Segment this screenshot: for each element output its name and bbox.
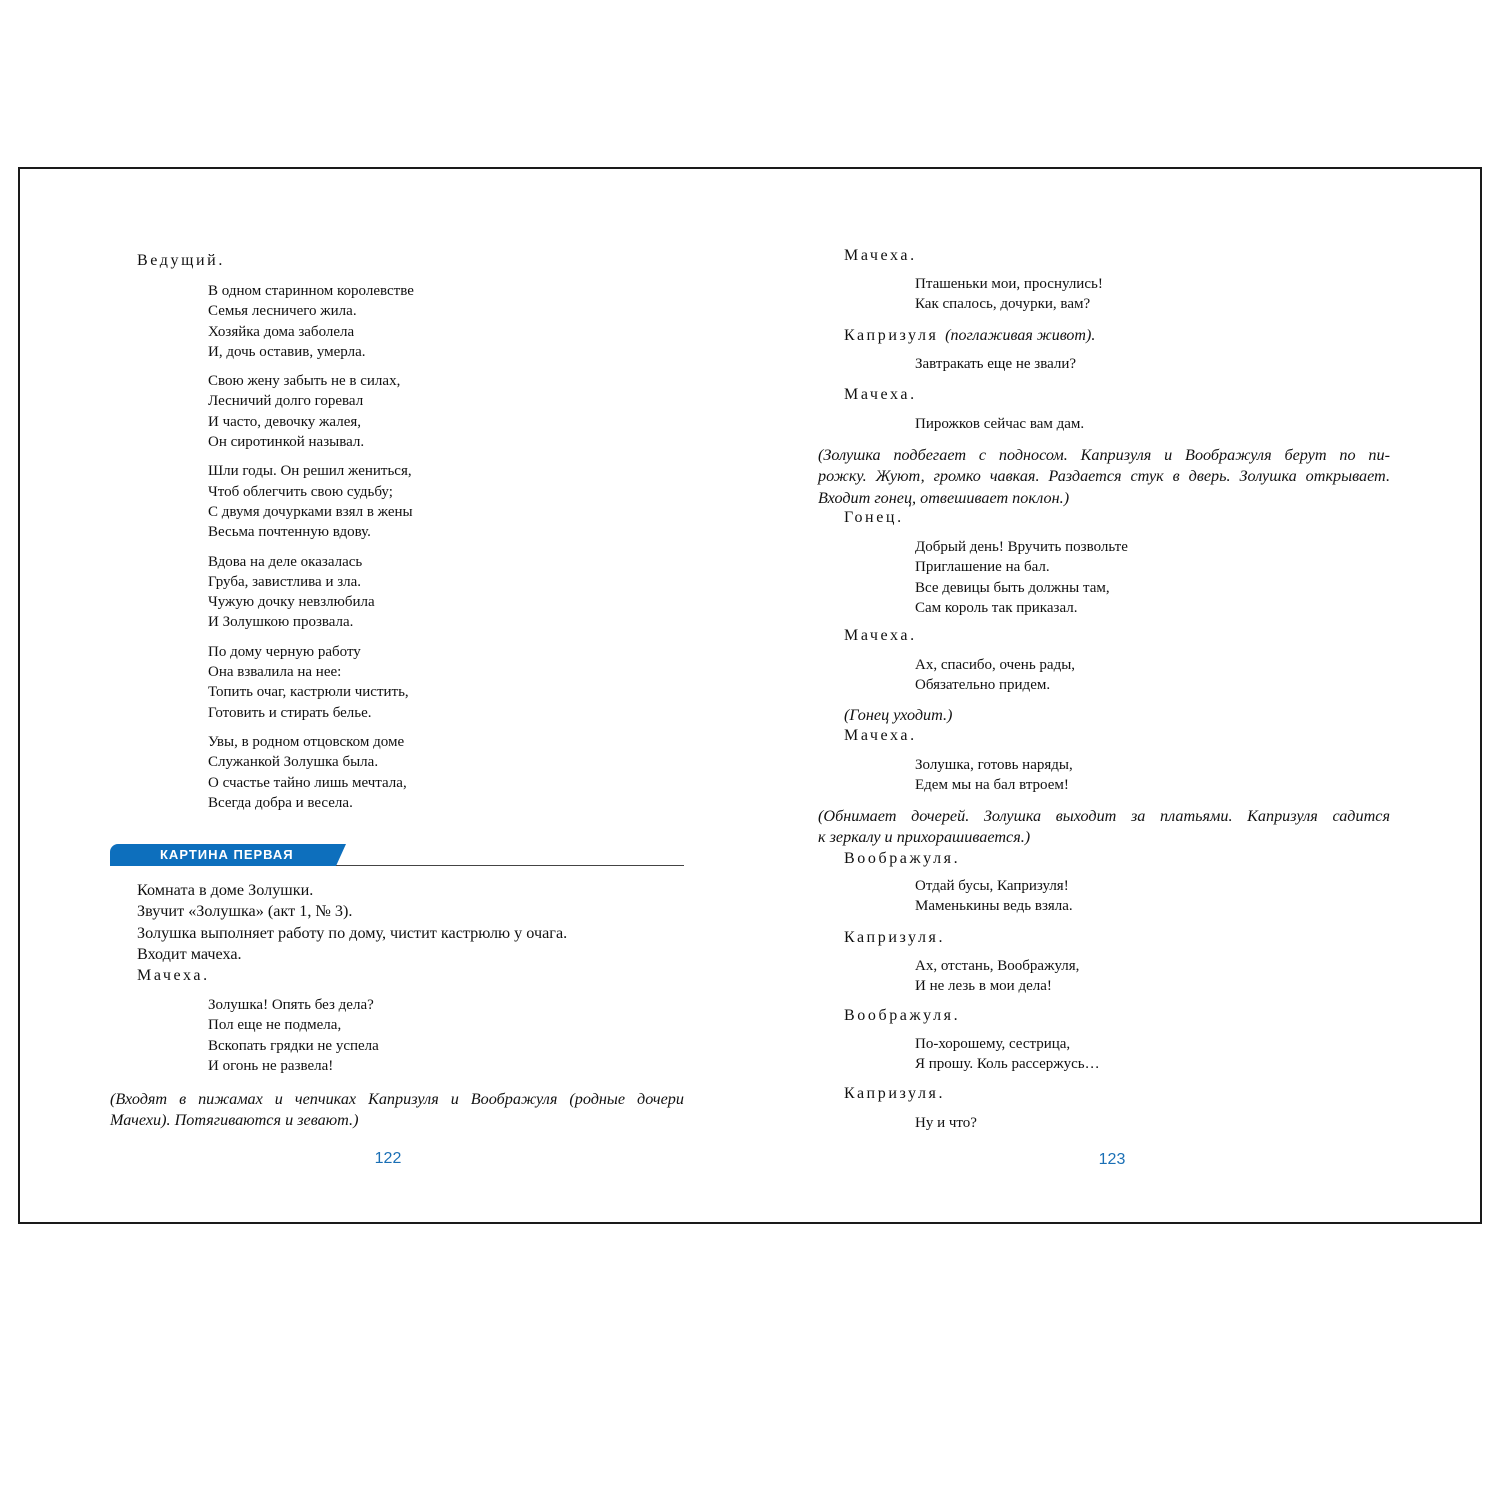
speaker-stepmother: Мачеха. xyxy=(844,247,917,264)
verse-line: Добрый день! Вручить позвольте xyxy=(915,539,1128,555)
verse-line: Служанкой Золушка была. xyxy=(208,754,379,771)
verse-line: Готовить и стирать белье. xyxy=(208,704,372,721)
page-number: 123 xyxy=(1098,1151,1126,1168)
speaker-narrator: Ведущий. xyxy=(137,252,225,269)
verse-line: Завтракать еще не звали? xyxy=(915,356,1077,372)
verse-line: В одном старинном королевстве xyxy=(208,283,414,299)
verse-block xyxy=(915,1034,1100,1075)
direction-line: (Золушка подбегает с подносом. Капризуля и Воображуля берут по пи- xyxy=(818,446,1390,464)
scene-intro xyxy=(137,880,567,965)
direction-line: Мачехи). Потягиваются и зевают.) xyxy=(110,1111,359,1130)
speaker-name: Капризуля xyxy=(844,327,939,344)
page-number: 122 xyxy=(374,1150,402,1167)
direction-line: (Входят в пижамах и чепчиках Капризуля и Воображуля (родные дочери xyxy=(110,1090,684,1108)
verse-line: Увы, в родном отцовском доме xyxy=(208,733,405,750)
stanza-gap xyxy=(208,633,414,642)
scene-rule xyxy=(336,865,684,866)
scene-title: КАРТИНА ПЕРВАЯ xyxy=(110,844,336,866)
verse-line: И Золушкою прозвала. xyxy=(208,614,354,631)
verse-block xyxy=(915,537,1128,618)
speaker-stepmother: Мачеха. xyxy=(137,967,210,984)
verse-line: Весьма почтенную вдову. xyxy=(208,524,371,541)
stanza-gap xyxy=(208,723,414,732)
speaker-voobrazhulya: Воображуля. xyxy=(844,1007,961,1024)
stage-direction xyxy=(818,806,1390,849)
verse-block xyxy=(915,876,1073,917)
scene-intro-line: Золушка выполняет работу по дому, чистит кастрюлю у очага. xyxy=(137,923,568,942)
stanza-gap xyxy=(208,452,414,461)
stage-direction xyxy=(818,445,1390,509)
verse-line: Отдай бусы, Капризуля! xyxy=(915,878,1069,894)
verse-line: Все девицы быть должны там, xyxy=(915,579,1110,596)
direction-line: (Обнимает дочерей. Золушка выходит за платьями. Капризуля садится xyxy=(818,807,1390,825)
verse-line: По дому черную работу xyxy=(208,643,361,660)
verse-block xyxy=(915,956,1079,997)
verse-line: И часто, девочку жалея, xyxy=(208,413,361,430)
speaker-kaprizulya xyxy=(844,326,1095,346)
book-spread xyxy=(18,167,1482,1224)
verse-line: Пирожков сейчас вам дам. xyxy=(915,416,1085,432)
verse-line: Свою жену забыть не в силах, xyxy=(208,373,401,390)
verse-line: Ну и что? xyxy=(915,1115,977,1131)
speaker-stepmother: Мачеха. xyxy=(844,627,917,644)
scene-header xyxy=(110,844,684,866)
verse-line: Груба, завистлива и зла. xyxy=(208,573,362,590)
speaker-stepmother: Мачеха. xyxy=(844,727,917,744)
direction-line: к зеркалу и прихорашивается.) xyxy=(818,828,1031,847)
verse-block xyxy=(915,755,1073,796)
verse-line: И, дочь оставив, умерла. xyxy=(208,343,366,360)
verse-line: Я прошу. Коль рассержусь… xyxy=(915,1056,1100,1073)
speaker-voobrazhulya: Воображуля. xyxy=(844,850,961,867)
verse-block xyxy=(915,354,1076,374)
verse-line: Приглашение на бал. xyxy=(915,559,1050,576)
verse-line: Топить очаг, кастрюли чистить, xyxy=(208,684,409,701)
verse-line: Чужую дочку невзлюбила xyxy=(208,594,375,611)
speaker-kaprizulya: Капризуля. xyxy=(844,929,946,946)
verse-block xyxy=(915,655,1075,696)
direction-line: Входит гонец, отвешивает поклон.) xyxy=(818,488,1070,507)
verse-line: Хозяйка дома заболела xyxy=(208,323,355,340)
verse-line: Золушка! Опять без дела? xyxy=(208,997,374,1013)
verse-line: С двумя дочурками взял в жены xyxy=(208,503,413,520)
speaker-direction: (поглаживая живот). xyxy=(945,327,1096,344)
direction-line: рожку. Жуют, громко чавкая. Раздается стук в дверь. Золушка открывает. xyxy=(818,467,1390,486)
verse-line: Пташеньки мои, проснулись! xyxy=(915,276,1103,292)
verse-line: Лесничий долго горевал xyxy=(208,393,364,410)
stage-direction xyxy=(844,705,1144,726)
verse-line: Едем мы на бал втроем! xyxy=(915,777,1069,794)
stage-direction xyxy=(110,1089,684,1132)
verse-line: Он сиротинкой называл. xyxy=(208,434,365,451)
narrator-verse xyxy=(208,281,414,813)
scene-intro-line: Комната в доме Золушки. xyxy=(137,881,314,899)
stanza-gap xyxy=(208,362,414,371)
verse-line: Вскопать грядки не успела xyxy=(208,1037,379,1054)
verse-line: Золушка, готовь наряды, xyxy=(915,757,1073,773)
scene-intro-line: Звучит «Золушка» (акт 1, № 3). xyxy=(137,902,353,921)
verse-line: Она взвалила на нее: xyxy=(208,664,342,681)
right-page xyxy=(752,169,1484,1222)
verse-block xyxy=(915,414,1084,434)
verse-line: Как спалось, дочурки, вам? xyxy=(915,296,1091,313)
left-page xyxy=(20,169,752,1222)
verse-line: Семья лесничего жила. xyxy=(208,303,357,320)
verse-line: Чтоб облегчить свою судьбу; xyxy=(208,483,393,500)
verse-line: Пол еще не подмела, xyxy=(208,1017,342,1034)
verse-line: И не лезь в мои дела! xyxy=(915,978,1052,995)
verse-line: Шли годы. Он решил жениться, xyxy=(208,463,412,480)
verse-line: По-хорошему, сестрица, xyxy=(915,1036,1071,1052)
speaker-messenger: Гонец. xyxy=(844,509,904,526)
verse-line: О счастье тайно лишь мечтала, xyxy=(208,774,407,791)
verse-block xyxy=(915,274,1103,315)
verse-line: Ах, спасибо, очень рады, xyxy=(915,657,1076,673)
stepmother-verse xyxy=(208,995,379,1076)
verse-line: И огонь не развела! xyxy=(208,1057,334,1074)
verse-line: Сам король так приказал. xyxy=(915,599,1078,616)
speaker-kaprizulya: Капризуля. xyxy=(844,1085,946,1102)
stanza-gap xyxy=(208,543,414,552)
speaker-stepmother: Мачеха. xyxy=(844,386,917,403)
verse-line: Маменькины ведь взяла. xyxy=(915,898,1073,915)
verse-line: Обязательно придем. xyxy=(915,677,1051,694)
verse-line: Ах, отстань, Воображуля, xyxy=(915,958,1080,974)
direction-line: (Гонец уходит.) xyxy=(844,706,953,724)
scene-intro-line: Входит мачеха. xyxy=(137,944,242,963)
verse-line: Вдова на деле оказалась xyxy=(208,553,363,570)
verse-block xyxy=(915,1113,977,1133)
verse-line: Всегда добра и весела. xyxy=(208,794,353,811)
